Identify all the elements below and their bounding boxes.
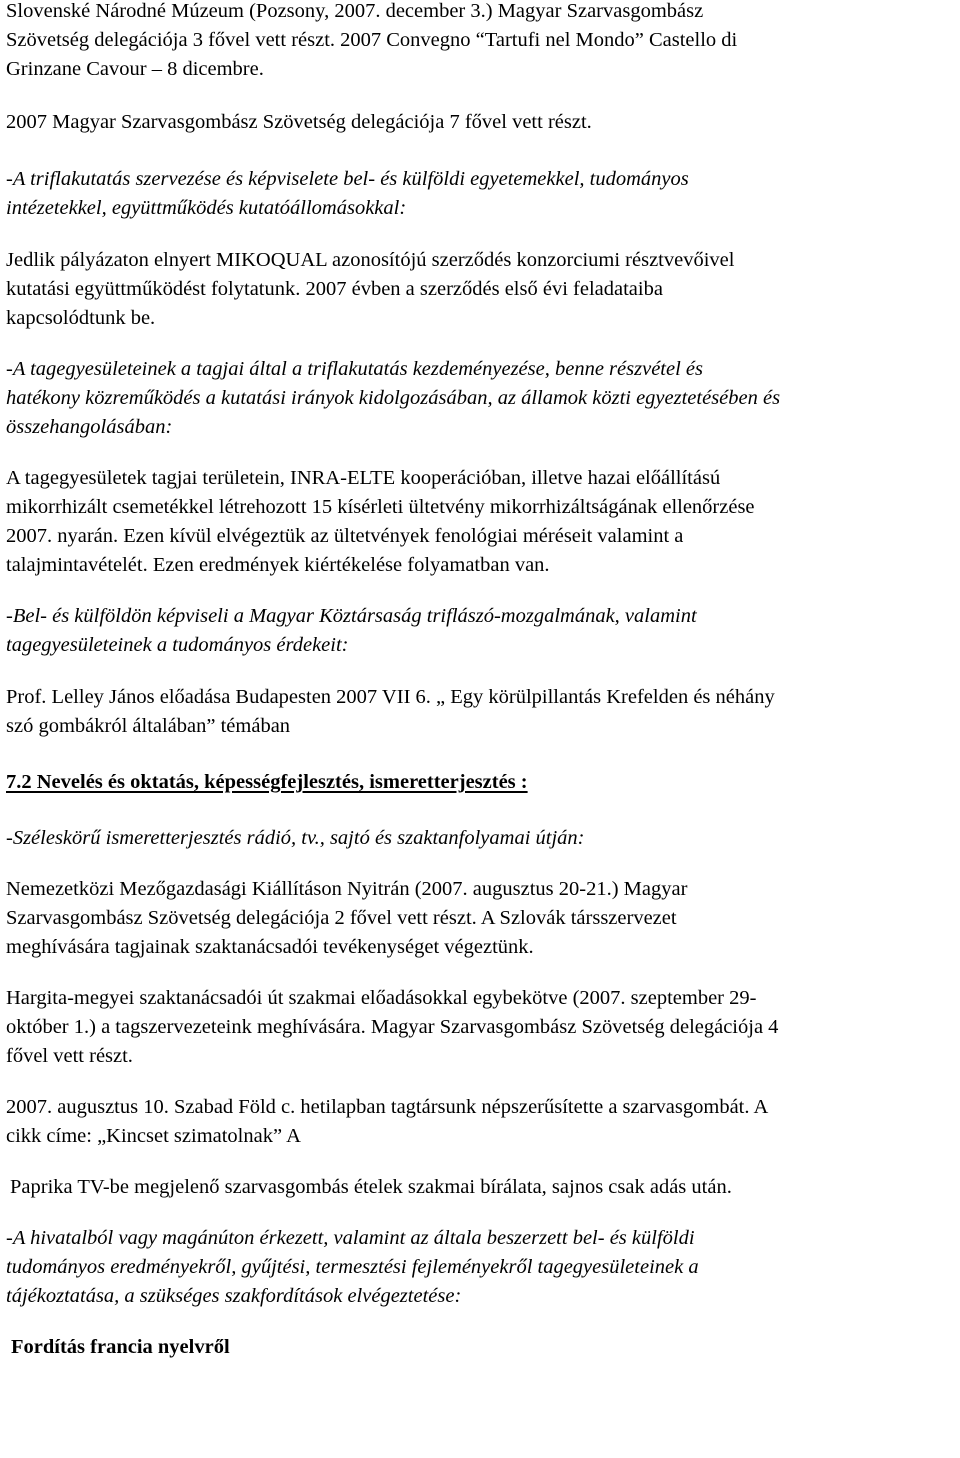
text-line: szó gombákról általában” témában [6,715,291,737]
text-line: talajmintavételét. Ezen eredmények kiértékelése folyamatban van. [6,554,550,576]
paragraph-paprika-tv [6,1173,960,1202]
paragraph-slovak-museum [6,0,960,84]
paragraph-member-research [6,355,960,442]
text-line: október 1.) a tagszervezeteink meghívására. Magyar Szarvasgombász Szövetség delegációja 4 [6,1016,779,1038]
text-line: tagegyesületeinek a tudományos érdekeit: [6,634,349,656]
paragraph-outreach [6,824,960,853]
document-page [6,0,960,1362]
paragraph-research-representation [6,165,960,223]
text-line: kapcsolódtunk be. [6,307,156,329]
text-line: 2007. nyarán. Ezen kívül elvégeztük az ültetvények fenológiai méréseit valamint a [6,525,684,547]
section-heading-7-2 [6,768,960,797]
paragraph-jedlik-project [6,246,960,333]
text-line: összehangolásában: [6,416,173,438]
text-line: fővel vett részt. [6,1045,133,1067]
text-line: tudományos eredményekről, gyűjtési, termesztési fejleményekről tagegyesületeinek a [6,1256,699,1278]
text-line: Paprika TV-be megjelenő szarvasgombás ételek szakmai bírálata, sajnos csak adás után. [10,1176,732,1198]
text-line: Jedlik pályázaton elnyert MIKOQUAL azonosítójú szerződés konzorciumi résztvevőivel [6,249,735,271]
paragraph-nitra-exhibition [6,875,960,962]
text-line: tájékoztatása, a szükséges szakfordítások elvégeztetése: [6,1285,462,1307]
text-line: -A tagegyesületeinek a tagjai által a triflakutatás kezdeményezése, benne részvétel és [6,358,703,380]
paragraph-representation-abroad [6,602,960,660]
text-line: 2007 Magyar Szarvasgombász Szövetség delegációja 7 fővel vett részt. [6,111,592,133]
text-line: mikorrhizált csemetékkel létrehozott 15 kísérleti ültetvény mikorrhizáltságának ellenőrzése [6,496,755,518]
paragraph-information-sharing [6,1224,960,1311]
text-line: -Bel- és külföldön képviseli a Magyar Köztársaság triflászó-mozgalmának, valamint [6,605,697,627]
text-line: meghívására tagjainak szaktanácsadói tevékenységet végeztünk. [6,936,534,958]
text-line: Szarvasgombász Szövetség delegációja 2 fővel vett részt. A Szlovák társszervezet [6,907,677,929]
text-line: Hargita-megyei szaktanácsadói út szakmai előadásokkal egybekötve (2007. szeptember 29- [6,987,757,1009]
text-line: -A triflakutatás szervezése és képviselete bel- és külföldi egyetemekkel, tudományos [6,168,689,190]
text-line: Prof. Lelley János előadása Budapesten 2007 VII 6. „ Egy körülpillantás Krefelden és néhány [6,686,775,708]
text-line: Szövetség delegációja 3 fővel vett részt. 2007 Convegno “Tartufi nel Mondo” Castello di [6,29,738,51]
text-line: A tagegyesületek tagjai területein, INRA-ELTE kooperációban, illetve hazai előállítású [6,467,721,489]
paragraph-delegation-7 [6,108,960,137]
text-line: kutatási együttműködést folytatunk. 2007 évben a szerződés első évi feladataiba [6,278,663,300]
text-line: intézetekkel, együttműködés kutatóállomásokkal: [6,197,407,219]
paragraph-harghita-trip [6,984,960,1071]
text-line: -Széleskörű ismeretterjesztés rádió, tv., sajtó és szaktanfolyamai útján: [6,827,585,849]
paragraph-szabad-fold [6,1093,960,1151]
text-line: -A hivatalból vagy magánúton érkezett, valamint az általa beszerzett bel- és külföldi [6,1227,695,1249]
text-line: Nemezetközi Mezőgazdasági Kiállításon Nyitrán (2007. augusztus 20-21.) Magyar [6,878,688,900]
paragraph-lelley-lecture [6,683,960,741]
text-line: Grinzane Cavour – 8 dicembre. [6,58,264,80]
heading-french-translation [6,1333,960,1362]
text-line: cikk címe: „Kincset szimatolnak” A [6,1125,301,1147]
text-line: hatékony közreműködés a kutatási irányok kidolgozásában, az államok közti egyeztetésében és [6,387,781,409]
text-line: 2007. augusztus 10. Szabad Föld c. hetilapban tagtársunk népszerűsítette a szarvasgombát. A [6,1096,769,1118]
paragraph-plantation-monitoring [6,464,960,580]
text-line: Slovenské Národné Múzeum (Pozsony, 2007. december 3.) Magyar Szarvasgombász [6,0,704,22]
text-line: Fordítás francia nyelvről [11,1336,230,1358]
heading-text: 7.2 Nevelés és oktatás, képességfejlesztés, ismeretterjesztés : [6,771,528,793]
